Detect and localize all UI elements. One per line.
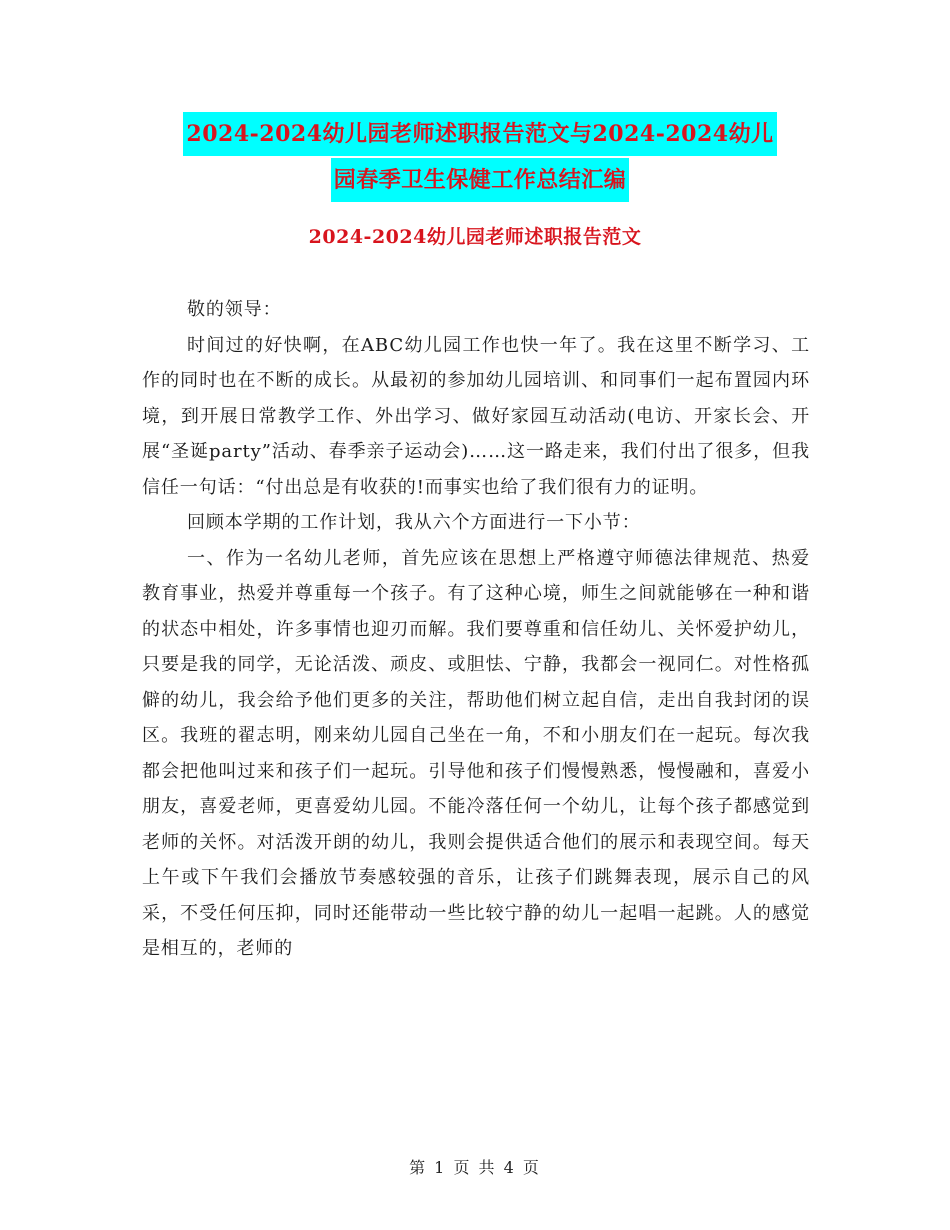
paragraph-intro: 时间过的好快啊，在ABC幼儿园工作也快一年了。我在这里不断学习、工作的同时也在不断的成长。从最初的参加幼儿园培训、和同事们一起布置园内环境，到开展日常教学工作、外出学习、做好家园互动活动(电访、开家长会、开展“圣诞party”活动、春季亲子运动会)……这一路走来，我们付出了很多，但我信任一句话：“付出总是有收获的!而事实也给了我们很有力的证明。 [142,334,810,498]
section-heading: 2024-2024幼儿园老师述职报告范文 [308,226,642,248]
paragraph-review: 回顾本学期的工作计划，我从六个方面进行一下小节： [187,512,641,533]
salutation: 敬的领导： [187,299,282,320]
page-footer: 第 1 页 共 4 页 [409,1158,541,1177]
paragraph-section-one: 一、作为一名幼儿老师，首先应该在思想上严格遵守师德法律规范、热爱教育事业，热爱并尊重每一个孩子。有了这种心境，师生之间就能够在一种和谐的状态中相处，许多事情也迎刃而解。我们要尊重和信任幼儿、关怀爱护幼儿，只要是我的同学，无论活泼、顽皮、或胆怯、宁静，我都会一视同仁。对性格孤僻的幼儿，我会给予他们更多的关注，帮助他们树立起自信，走出自我封闭的误区。我班的翟志明，刚来幼儿园自己坐在一角，不和小朋友们在一起玩。每次我都会把他叫过来和孩子们一起玩。引导他和孩子们慢慢熟悉，慢慢融和，喜爱小朋友，喜爱老师，更喜爱幼儿园。不能冷落任何一个幼儿，让每个孩子都感觉到老师的关怀。对活泼开朗的幼儿，我则会提供适合他们的展示和表现空间。每天上午或下午我们会播放节奏感较强的音乐，让孩子们跳舞表现，展示自己的风采，不受任何压抑，同时还能带动一些比较宁静的幼儿一起唱一起跳。人的感觉是相互的，老师的 [142,547,810,959]
document-title [140,112,820,204]
body-text [142,292,810,967]
title-line-1: 2024-2024幼儿园老师述职报告范文与2024-2024幼儿 [183,112,776,156]
title-line-2: 园春季卫生保健工作总结汇编 [331,158,630,202]
